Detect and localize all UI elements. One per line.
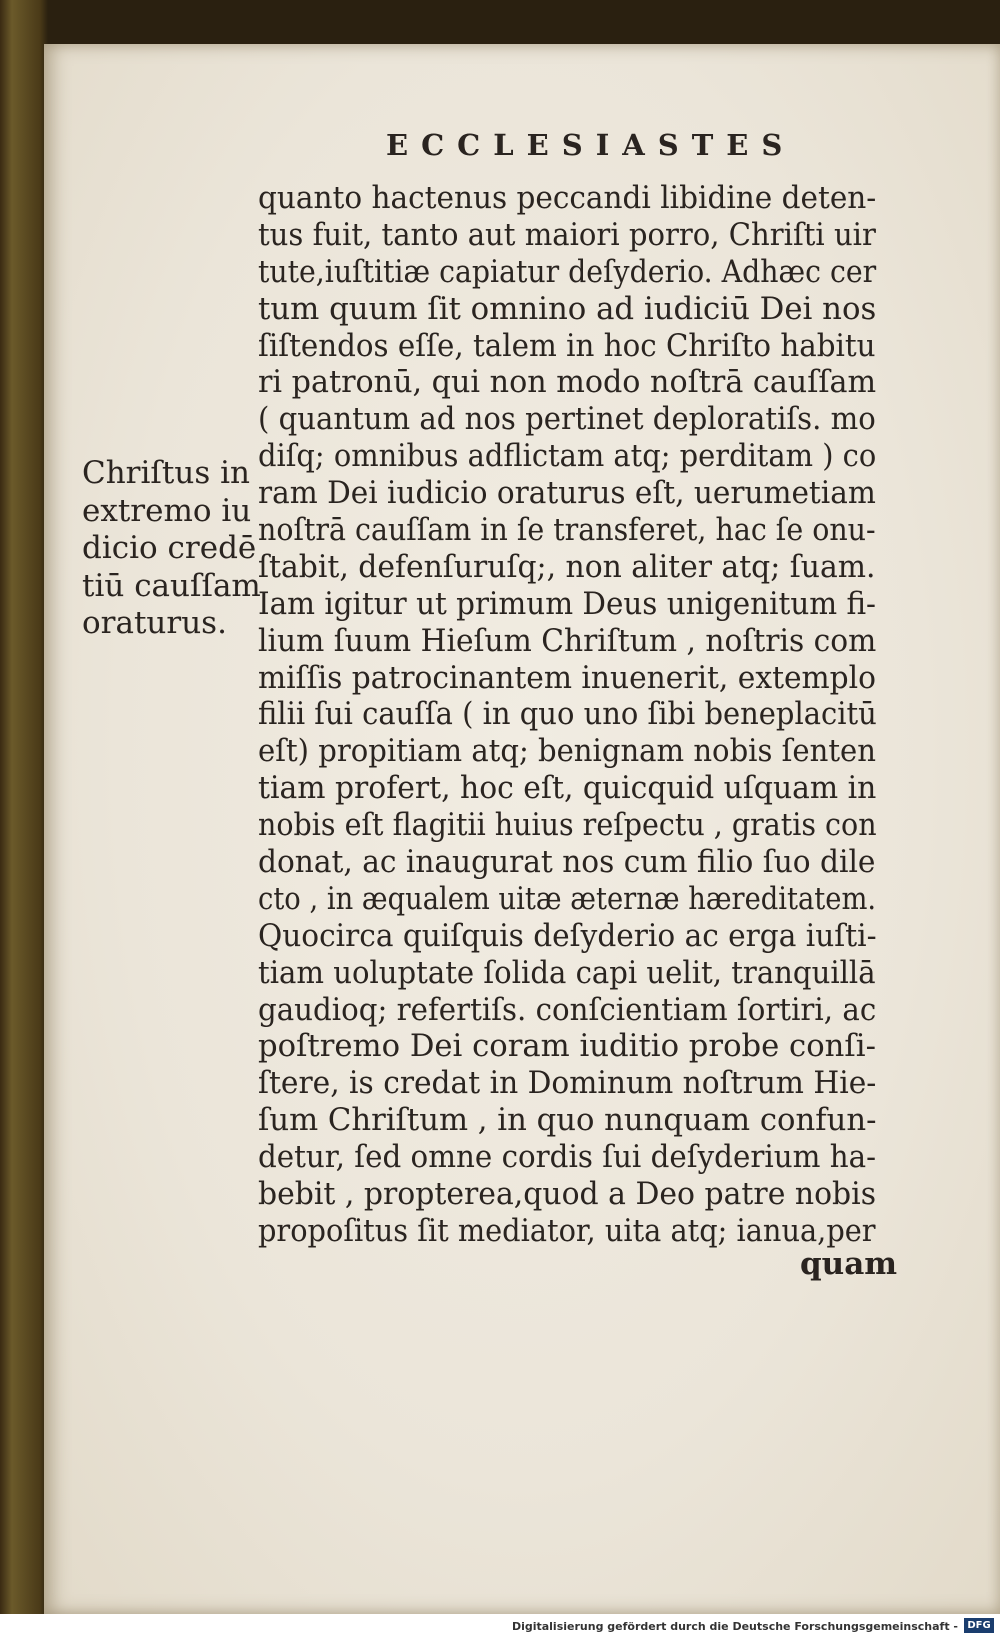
text-line: ri patronū, qui non modo noſtrā cauſſam xyxy=(258,364,877,401)
text-line: gaudioq; refertiſs. conſcientiam ſortiri, ac xyxy=(258,991,877,1028)
dfg-logo: DFG xyxy=(964,1618,994,1633)
text-line: noſtrā cauſſam in ſe transferet, hac ſe onu- xyxy=(258,512,876,549)
text-line: lium ſuum Hieſum Chriſtum , noſtris com xyxy=(258,622,877,659)
text-line: ſiſtendos eſſe, talem in hoc Chriſto habitu xyxy=(258,327,876,364)
text-line: tiam profert, hoc eſt, quicquid uſquam in xyxy=(258,770,877,807)
text-line: filii ſui cauſſa ( in quo uno ſibi beneplacitū xyxy=(258,696,877,733)
text-line: tus fuit, tanto aut maiori porro, Chriſti uir xyxy=(258,216,876,253)
text-line: ſtere, is credat in Dominum noſtrum Hie- xyxy=(258,1065,877,1102)
text-line: tum quum ſit omnino ad iudiciū Dei nos xyxy=(258,290,877,327)
text-line: nobis eſt flagitii huius reſpectu , gratis con xyxy=(258,807,877,844)
text-line: cto , in æqualem uitæ æternæ hæreditatem. xyxy=(258,880,877,917)
margin-note-line: oraturus. xyxy=(82,605,227,641)
text-line: diſq; omnibus adflictam atq; perditam ) co xyxy=(258,438,877,475)
text-line: Quocirca quiſquis deſyderio ac erga iuſti- xyxy=(258,917,877,954)
text-line: ( quantum ad nos pertinet deploratiſs. mo xyxy=(258,401,876,438)
margin-note-line: extremo iu xyxy=(82,492,252,529)
text-line: ſum Chriſtum , in quo nunquam confun- xyxy=(258,1102,877,1139)
text-line: tute,iuſtitiæ capiatur deſyderio. Adhæc cer xyxy=(258,253,877,290)
text-line: miſſis patrocinantem inuenerit, extemplo xyxy=(258,659,877,696)
running-header: ECCLESIASTES xyxy=(386,128,796,162)
text-line: detur, ſed omne cordis ſui deſyderium ha- xyxy=(258,1139,877,1176)
text-line: ram Dei iudicio oraturus eſt, uerumetiam xyxy=(258,475,876,512)
margin-note-line: tiū cauſſam xyxy=(82,567,261,604)
text-line: tiam uoluptate ſolida capi uelit, tranquillā xyxy=(258,954,876,991)
text-line: bebit , propterea,quod a Deo patre nobis xyxy=(258,1176,877,1213)
margin-note-line: Chriſtus in xyxy=(82,455,250,491)
text-line: poſtremo Dei coram iuditio probe conſi- xyxy=(258,1028,876,1065)
body-text xyxy=(258,180,918,1250)
catchword: quam xyxy=(800,1246,898,1282)
funding-credit: Digitalisierung gefördert durch die Deutsche Forschungsgemeinschaft - xyxy=(511,1620,958,1633)
text-line: propoſitus ſit mediator, uita atq; ianua,per xyxy=(258,1212,876,1249)
text-line: quanto hactenus peccandi libidine deten- xyxy=(258,180,877,216)
text-line: donat, ac inaugurat nos cum filio ſuo dile xyxy=(258,844,876,881)
margin-note-line: dicio credē xyxy=(82,530,257,566)
text-line: eſt) propitiam atq; benignam nobis ſenten xyxy=(258,733,876,770)
text-line: Iam igitur ut primum Deus unigenitum fi- xyxy=(258,585,876,622)
margin-note xyxy=(82,455,261,643)
text-line: ſtabit, defenſuruſq;, non aliter atq; ſuam. xyxy=(258,548,876,585)
